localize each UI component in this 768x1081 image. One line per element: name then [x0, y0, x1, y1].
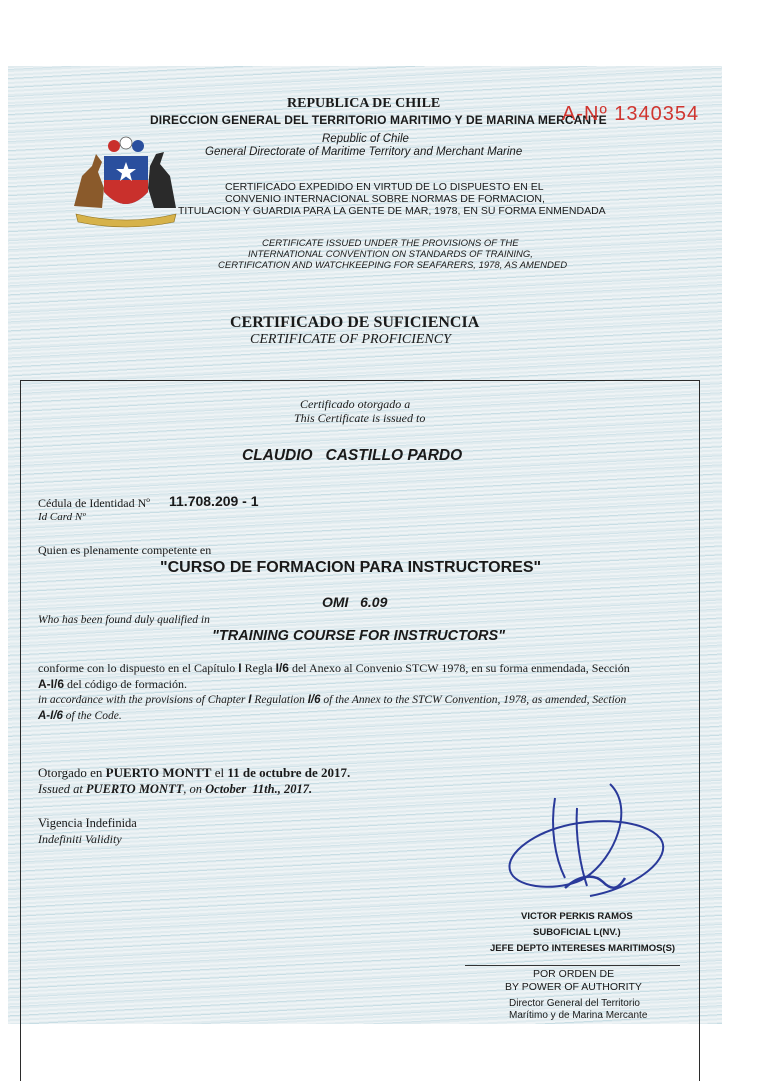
granted-label-en: This Certificate is issued to [294, 411, 426, 425]
header-country: REPUBLICA DE CHILE [287, 96, 441, 111]
authority-line2: Marítimo y de Marina Mercante [509, 1010, 648, 1021]
provisions-es-line3: TITULACION Y GUARDIA PARA LA GENTE DE MAR, 1978, EN SU FORMA ENMENDADA [178, 205, 606, 217]
provisions-en-line2: INTERNATIONAL CONVENTION ON STANDARDS OF TRAINING, [248, 249, 533, 260]
certificate-title-en: CERTIFICATE OF PROFICIENCY [250, 332, 451, 347]
signatory-position: JEFE DEPTO INTERESES MARITIMOS(S) [490, 943, 676, 954]
by-order-en: BY POWER OF AUTHORITY [505, 981, 642, 993]
competent-label-es: Quien es plenamente competente en [38, 543, 212, 557]
validity-es: Vigencia Indefinida [38, 816, 137, 830]
chapter-number: I [238, 661, 242, 675]
granted-label-es: Certificado otorgado a [300, 397, 411, 411]
signatory-rank: SUBOFICIAL L(NV.) [533, 927, 621, 938]
course-name-en: "TRAINING COURSE FOR INSTRUCTORS" [212, 628, 506, 644]
qualified-label-en: Who has been found duly qualified in [38, 614, 210, 626]
provisions-es-line2: CONVENIO INTERNACIONAL SOBRE NORMAS DE FORMACION, [225, 193, 545, 205]
id-value: 11.708.209 - 1 [169, 493, 259, 509]
certificate-title-es: CERTIFICADO DE SUFICIENCIA [230, 314, 480, 331]
id-label-es: Cédula de Identidad Nº [38, 496, 151, 510]
provisions-en-line1: CERTIFICATE ISSUED UNDER THE PROVISIONS OF THE [262, 238, 519, 249]
provisions-es-line1: CERTIFICADO EXPEDIDO EN VIRTUD DE LO DISPUESTO EN EL [225, 181, 544, 193]
issuance-place: PUERTO MONTT [105, 765, 212, 780]
header-agency-es: DIRECCION GENERAL DEL TERRITORIO MARITIMO Y DE MARINA MERCANTE [150, 113, 607, 127]
authority-line1: Director General del Territorio [509, 998, 640, 1009]
issuance-date-es: 11 de octubre de 2017. [227, 765, 351, 780]
signature-divider [465, 965, 680, 966]
compliance-es-line2: A-I/6 del código de formación. [38, 677, 187, 691]
recipient-name: CLAUDIO CASTILLO PARDO [242, 447, 463, 464]
handwritten-signature-icon [495, 778, 675, 910]
by-order-es: POR ORDEN DE [533, 968, 615, 980]
issuance-date-en: October 11th., 2017. [205, 782, 313, 796]
id-label-en: Id Card Nº [38, 511, 86, 523]
issuance-es: Otorgado en PUERTO MONTT el 11 de octubre de 2017. [38, 765, 351, 780]
issuance-en: Issued at PUERTO MONTT, on October 11th., 2017. [38, 782, 313, 796]
compliance-en-line1: in accordance with the provisions of Chapter I Regulation I/6 of the Annex to the STCW Convention, 1978, as amended, Section [38, 694, 627, 706]
header-agency-en: General Directorate of Maritime Territory and Merchant Marine [205, 146, 523, 158]
compliance-en-line2: A-I/6 of the Code. [38, 710, 122, 722]
serial-number: A-Nº 1340354 [562, 103, 700, 125]
omi-code: OMI 6.09 [322, 594, 388, 610]
provisions-en-line3: CERTIFICATION AND WATCHKEEPING FOR SEAFARERS, 1978, AS AMENDED [218, 260, 568, 271]
header-country-en: Republic of Chile [322, 133, 409, 145]
course-name-es: "CURSO DE FORMACION PARA INSTRUCTORES" [160, 559, 542, 576]
rule-number: I/6 [275, 661, 289, 675]
chile-coat-of-arms-icon [64, 136, 186, 228]
section-number: A-I/6 [38, 677, 65, 691]
compliance-es-line1: conforme con lo dispuesto en el Capítulo I Regla I/6 del Anexo al Convenio STCW 1978, en su forma enmendada, Sección [38, 661, 630, 675]
signatory-name: VICTOR PERKIS RAMOS [521, 911, 633, 922]
validity-en: Indefiniti Validity [38, 832, 122, 846]
